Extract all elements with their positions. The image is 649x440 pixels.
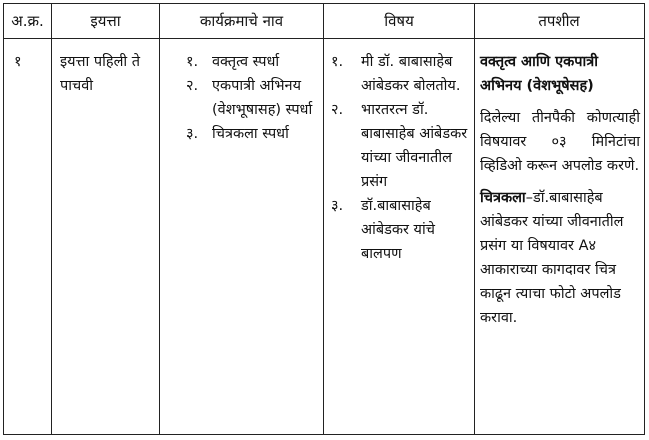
list-text: भारतरत्न डॉ. बाबासाहेब आंबेडकर यांच्या जीवनातील प्रसंग [361,102,468,190]
cell-details [480,50,640,330]
list-item [331,98,469,194]
list-number: १. [186,54,199,70]
list-text: वक्तृत्व स्पर्धा [212,54,280,70]
column-divider [51,4,52,434]
activity-table [3,3,645,435]
header-serial: अ.क्र. [11,12,44,30]
details-heading-speech-acting: वक्तृत्व आणि एकपात्री अभिनय (वेशभूषेसह) [480,54,599,94]
column-divider [159,4,160,434]
header-details: तपशील [538,12,580,30]
cell-subjects [331,50,469,266]
header-subject: विषय [384,12,414,30]
cell-programs [186,50,320,146]
list-item [331,50,469,98]
details-paragraph-drawing: –डॉ.बाबासाहेब आंबेडकर यांच्या जीवनातील प्रसंग या विषयावर A४ आकाराच्या कागदावर चित्र काढून त्याचा फोटो अपलोड करावा. [480,190,624,326]
list-number: १. [331,54,344,70]
list-item [331,194,469,266]
column-divider [474,4,475,434]
details-paragraph-speech-acting: दिलेल्या तीनपैकी कोणत्याही विषयावर ०३ मिनिटांचा व्हिडिओ करून अपलोड करणे. [480,110,640,174]
cell-serial: १ [14,54,22,70]
list-text: एकपात्री अभिनय (वेशभूषासह) स्पर्धा [212,78,313,118]
list-text: मी डॉ. बाबासाहेब आंबेडकर बोलतोय. [361,54,461,94]
list-item [186,74,320,122]
header-program: कार्यक्रमाचे नाव [199,12,284,30]
list-item [186,50,320,74]
cell-grade: इयत्ता पहिली ते पाचवी [60,54,141,94]
subject-list [331,50,469,266]
program-list [186,50,320,146]
list-text: चित्रकला स्पर्धा [212,126,289,142]
list-number: ३. [331,198,344,214]
list-number: २. [331,102,344,118]
header-divider [4,38,644,39]
details-heading-drawing: चित्रकला [480,190,526,206]
header-grade: इयत्ता [90,12,121,30]
details-drawing-block [480,186,640,330]
list-item [186,122,320,146]
list-number: ३. [186,126,199,142]
list-number: २. [186,78,199,94]
list-text: डॉ.बाबासाहेब आंबेडकर यांचे बालपण [361,198,435,262]
column-divider [323,4,324,434]
